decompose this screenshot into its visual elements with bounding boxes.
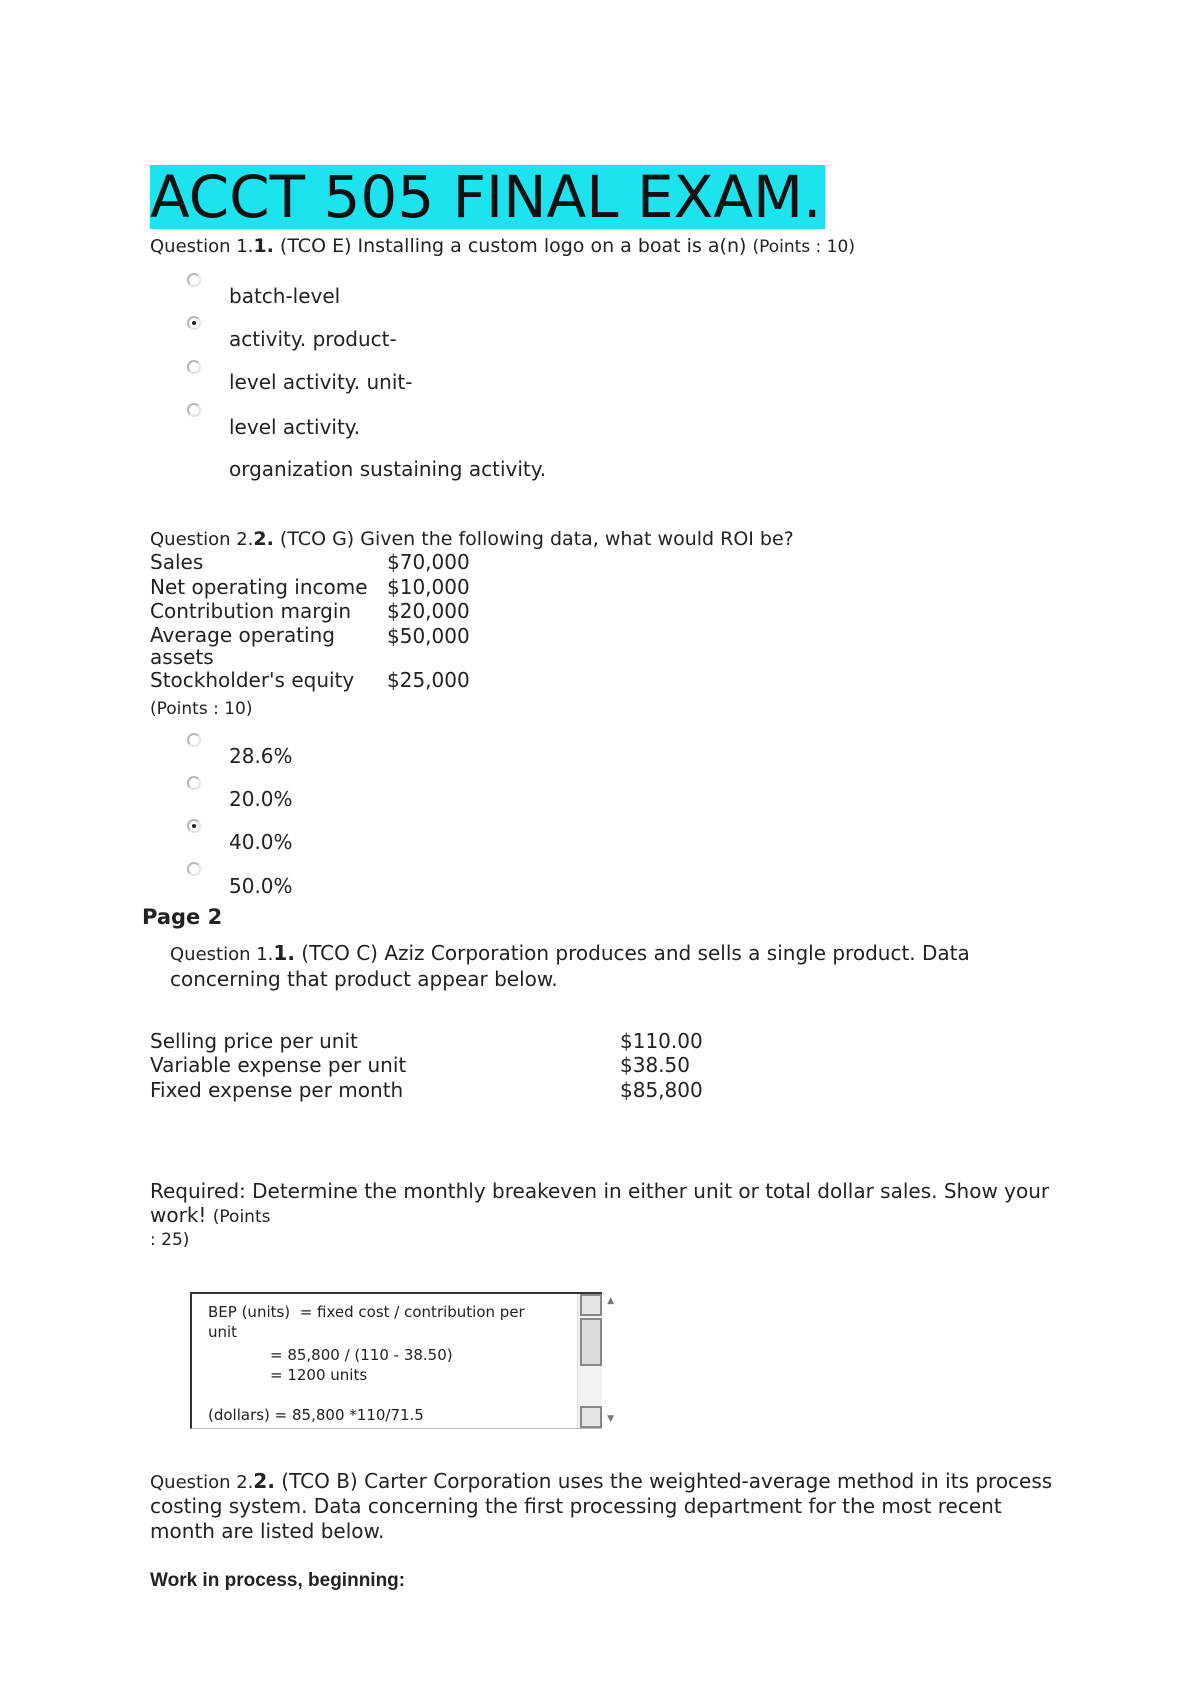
q1-option-5: organization sustaining activity. [229, 457, 547, 481]
question-1-header [150, 234, 855, 259]
question-points: (Points : 10) [150, 699, 253, 719]
q1-radio-2[interactable] [187, 316, 201, 330]
answer-line: (dollars) = 85,800 *110/71.5 [208, 1406, 424, 1424]
question-text: costing system. Data concerning the first processing department for the most recent [150, 1494, 1002, 1518]
data-value: $25,000 [387, 668, 470, 692]
question-prefix: Question 1. [150, 236, 254, 257]
data-value: $110.00 [620, 1029, 703, 1053]
q2-radio-1[interactable] [187, 733, 201, 747]
section-label: Work in process, beginning: [150, 1570, 406, 1591]
q2-radio-4[interactable] [187, 862, 201, 876]
page-title: ACCT 505 FINAL EXAM. [150, 165, 825, 229]
q1-option-4: level activity. [229, 415, 361, 439]
question-text: (TCO E) Installing a custom logo on a boat is a(n) [279, 235, 747, 257]
required-text: Required: Determine the monthly breakeven in either unit or total dollar sales. Show your [150, 1179, 1050, 1203]
question-prefix: Question 1. [170, 944, 274, 965]
question-number: 2. [253, 1469, 275, 1493]
data-value: $38.50 [620, 1053, 690, 1077]
q2-option-1: 28.6% [229, 744, 293, 768]
q2-radio-3[interactable] [187, 819, 201, 833]
data-label: Contribution margin [150, 599, 352, 623]
q1-radio-4[interactable] [187, 403, 201, 417]
q1-option-2: activity. product- [229, 327, 397, 351]
q2-option-4: 50.0% [229, 874, 293, 898]
data-label: Sales [150, 550, 204, 574]
answer-line: BEP (units) = fixed cost / contribution per [208, 1303, 525, 1321]
question-number: 1. [253, 235, 274, 257]
scrollbar[interactable] [577, 1294, 602, 1428]
question-2-header [150, 527, 794, 552]
data-value: $50,000 [387, 624, 470, 648]
question-text: (TCO C) Aziz Corporation produces and sells a single product. Data [301, 941, 970, 965]
data-value: $20,000 [387, 599, 470, 623]
page-2-heading: Page 2 [142, 905, 223, 929]
q1-option-3: level activity. unit- [229, 370, 413, 394]
page2-question-1-header [170, 940, 970, 968]
scroll-up-button[interactable] [580, 1294, 602, 1316]
scroll-thumb[interactable] [580, 1318, 602, 1366]
q1-radio-3[interactable] [187, 360, 201, 374]
data-value: $70,000 [387, 550, 470, 574]
answer-textarea[interactable] [190, 1292, 614, 1429]
answer-line: = 85,800 / (110 - 38.50) [208, 1346, 453, 1364]
question-text: (TCO G) Given the following data, what would ROI be? [279, 528, 794, 550]
required-text: work! [150, 1203, 207, 1227]
question-text: month are listed below. [150, 1519, 385, 1543]
chevron-down-icon: ▼ [607, 1414, 614, 1424]
question-prefix: Question 2. [150, 1472, 254, 1493]
q2-option-2: 20.0% [229, 787, 293, 811]
q1-radio-1[interactable] [187, 273, 201, 287]
data-label: Selling price per unit [150, 1029, 358, 1053]
chevron-up-icon: ▲ [607, 1296, 614, 1306]
question-text: (TCO B) Carter Corporation uses the weighted-average method in its process [281, 1469, 1053, 1493]
question-text: concerning that product appear below. [170, 967, 558, 991]
scroll-down-button[interactable] [580, 1406, 602, 1428]
question-number: 2. [253, 528, 274, 550]
q2-radio-2[interactable] [187, 776, 201, 790]
page2-question-2-header [150, 1469, 1052, 1495]
data-value: $10,000 [387, 575, 470, 599]
required-text-2 [150, 1203, 270, 1229]
data-label: Stockholder's equity [150, 668, 355, 692]
question-points: (Points [212, 1207, 271, 1227]
data-label: Average operating assets [150, 623, 335, 669]
answer-line: unit [208, 1323, 238, 1341]
q2-option-3: 40.0% [229, 830, 293, 854]
answer-line: = 1200 units [208, 1366, 368, 1384]
question-points: (Points : 10) [752, 237, 855, 257]
question-number: 1. [273, 941, 295, 965]
question-points: : 25) [150, 1230, 190, 1250]
data-label: Fixed expense per month [150, 1078, 404, 1102]
data-label: Net operating income [150, 575, 368, 599]
q1-option-1: batch-level [229, 284, 341, 308]
data-value: $85,800 [620, 1078, 703, 1102]
question-prefix: Question 2. [150, 529, 254, 550]
data-label: Variable expense per unit [150, 1053, 407, 1077]
